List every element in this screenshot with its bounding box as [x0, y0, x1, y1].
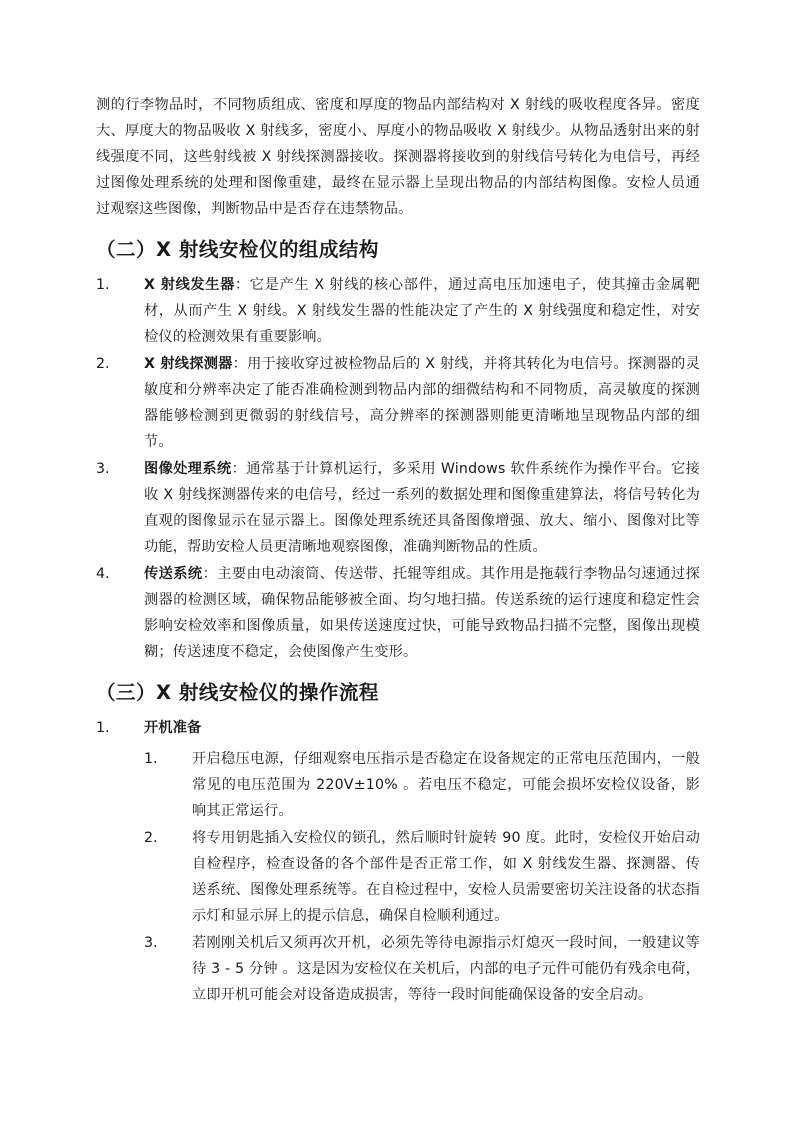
list-item-text: 通常基于计算机运行，多采用 Windows 软件系统作为操作平台。它接收 X 射线探测器传来的电信号，经过一系列的数据处理和图像重建算法，将信号转化为直观的图像显示在显示器上。图像处理系统还具备图像增强、放大、缩小、图像对比等功能，帮助安检人员更清晰地观察图像，准确判断物品的性质。	[144, 461, 701, 555]
substep-number: 2.	[144, 830, 158, 846]
list-item-number: 2.	[96, 356, 110, 372]
list-item-text: 用于接收穿过被检物品后的 X 射线，并将其转化为电信号。探测器的灵敏度和分辨率决定了能否准确检测到物品内部的细微结构和不同物质，高灵敏度的探测器能够检测到更微弱的射线信号，高分辨率的探测器则能更清晰地呈现物品内部的细节。	[144, 356, 701, 450]
list-item: X 射线发生器：它是产生 X 射线的核心部件，通过高电压加速电子，使其撞击金属靶材，从而产生 X 射线。X 射线发生器的性能决定了产生的 X 射线强度和稳定性，对安检仪的检测效果有重要影响。	[144, 277, 700, 345]
list-item-number: 3.	[96, 461, 110, 477]
list-item-term: X 射线发生器	[144, 277, 235, 293]
list-item: 图像处理系统：通常基于计算机运行，多采用 Windows 软件系统作为操作平台。它接收 X 射线探测器传来的电信号，经过一系列的数据处理和图像重建算法，将信号转化为直观的图像显示在显示器上。图像处理系统还具备图像增强、放大、缩小、图像对比等功能，帮助安检人员更清晰地观察图像，准确判断物品的性质。	[144, 461, 701, 555]
list-item: X 射线探测器：用于接收穿过被检物品后的 X 射线，并将其转化为电信号。探测器的灵敏度和分辨率决定了能否准确检测到物品内部的细微结构和不同物质，高灵敏度的探测器能够检测到更微弱的射线信号，高分辨率的探测器则能更清晰地呈现物品内部的细节。	[144, 356, 701, 450]
list-item-term: 传送系统	[144, 566, 203, 582]
section-3-heading: （三）X 射线安检仪的操作流程	[96, 681, 379, 704]
substep-text: 开启稳压电源，仔细观察电压指示是否稳定在设备规定的正常电压范围内，一般常见的电压范围为 220V±10% 。若电压不稳定，可能会损坏安检仪设备，影响其正常运行。	[192, 751, 700, 819]
list-item-number: 4.	[96, 566, 110, 582]
list-item-text: 主要由电动滚筒、传送带、托辊等组成。其作用是拖载行李物品匀速通过探测器的检测区域，确保物品能够被全面、均匀地扫描。传送系统的运行速度和稳定性会影响安检效率和图像质量，如果传送速度过快，可能导致物品扫描不完整，图像出现模糊；传送速度不稳定，会使图像产生变形。	[144, 566, 700, 660]
intro-paragraph: 测的行李物品时，不同物质组成、密度和厚度的物品内部结构对 X 射线的吸收程度各异。密度大、厚度大的物品吸收 X 射线多，密度小、厚度小的物品吸收 X 射线少。从物品透射出来的射线强度不同，这些射线被 X 射线探测器接收。探测器将接收到的射线信号转化为电信号，再经过图像处理系统的处理和图像重建，最终在显示器上呈现出物品的内部结构图像。安检人员通过观察这些图像，判断物品中是否存在违禁物品。	[96, 97, 700, 217]
substep-number: 3.	[144, 935, 158, 951]
list-item-term: 图像处理系统	[144, 461, 232, 477]
list-item-term: X 射线探测器	[144, 356, 233, 372]
list-item-number: 1.	[96, 277, 110, 293]
list-item: 传送系统：主要由电动滚筒、传送带、托辊等组成。其作用是拖载行李物品匀速通过探测器的检测区域，确保物品能够被全面、均匀地扫描。传送系统的运行速度和稳定性会影响安检效率和图像质量，如果传送速度过快，可能导致物品扫描不完整，图像出现模糊；传送速度不稳定，会使图像产生变形。	[144, 566, 700, 660]
step-title: 开机准备	[144, 720, 202, 736]
step-number: 1.	[96, 720, 110, 736]
substep-text: 将专用钥匙插入安检仪的锁孔，然后顺时针旋转 90 度。此时，安检仪开始启动自检程序，检查设备的各个部件是否正常工作，如 X 射线发生器、探测器、传送系统、图像处理系统等。在自检过程中，安检人员需要密切关注设备的状态指示灯和显示屏上的提示信息，确保自检顺利通过。	[192, 830, 700, 924]
substep-number: 1.	[144, 751, 158, 767]
list-item-text: 它是产生 X 射线的核心部件，通过高电压加速电子，使其撞击金属靶材，从而产生 X 射线。X 射线发生器的性能决定了产生的 X 射线强度和稳定性，对安检仪的检测效果有重要影响。	[144, 277, 700, 345]
section-2-heading: （二）X 射线安检仪的组成结构	[96, 238, 379, 261]
substep-text: 若刚刚关机后又须再次开机，必须先等待电源指示灯熄灭一段时间，一般建议等待 3 - 5 分钟 。这是因为安检仪在关机后，内部的电子元件可能仍有残余电荷，立即开机可能会对设备造成损害，等待一段时间能确保设备的安全启动。	[192, 935, 700, 1003]
